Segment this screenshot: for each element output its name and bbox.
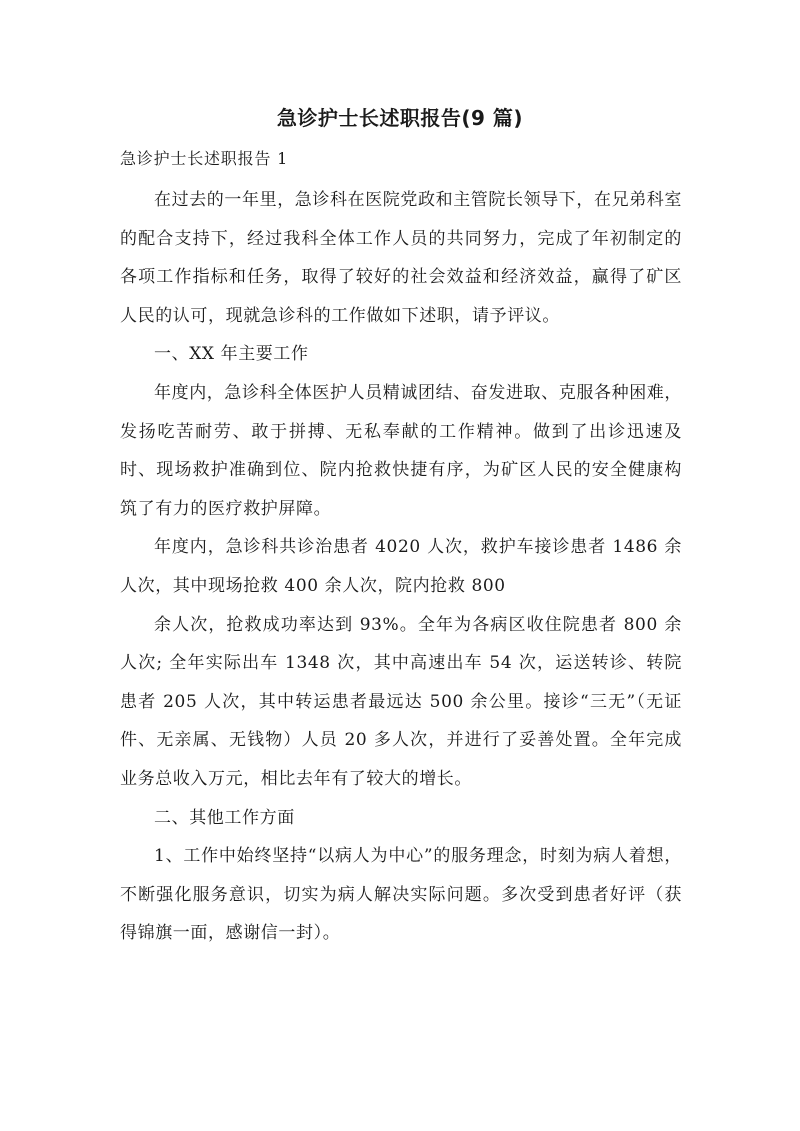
paragraph-team-spirit: 年度内，急诊科全体医护人员精诚团结、奋发进取、克服各种困难，发扬吃苦耐劳、敢于拼搏、无私奉献的工作精神。做到了出诊迅速及时、现场救护准确到位、院内抢救快捷有序，为矿区人民的安全健康构筑了有力的医疗救护屏障。: [120, 382, 682, 519]
paragraph-patient-centered: 1、工作中始终坚持“以病人为中心”的服务理念，时刻为病人着想，不断强化服务意识，切实为病人解决实际问题。多次受到患者好评（获得锦旗一面，感谢信一封）。: [120, 846, 682, 944]
document-title: 急诊护士长述职报告(9 篇): [276, 106, 524, 130]
section-heading-other-work: 二、其他工作方面: [154, 807, 295, 828]
section-heading-main-work: 一、XX 年主要工作: [154, 344, 309, 365]
paragraph-statistics-part2: 余人次，抢救成功率达到 93%。全年为各病区收住院患者 800 余人次; 全年实际出车 1348 次，其中高速出车 54 次，运送转诊、转院患者 205 人次，其中转运患者最远达 500 余公里。接诊“三无”（无证件、无亲属、无钱物）人员 20 多人次，并进行了妥善处置。全年完成业务总收入万元，相比去年有了较大的增长。: [120, 614, 682, 789]
paragraph-statistics-part1: 年度内，急诊科共诊治患者 4020 人次，救护车接诊患者 1486 余人次，其中现场抢救 400 余人次，院内抢救 800: [120, 537, 682, 596]
document-body: [120, 181, 682, 953]
report-heading: 急诊护士长述职报告 1: [120, 149, 289, 168]
paragraph-intro: 在过去的一年里，急诊科在医院党政和主管院长领导下，在兄弟科室的配合支持下，经过我科全体工作人员的共同努力，完成了年初制定的各项工作指标和任务，取得了较好的社会效益和经济效益，赢得了矿区人民的认可，现就急诊科的工作做如下述职，请予评议。: [120, 190, 682, 326]
